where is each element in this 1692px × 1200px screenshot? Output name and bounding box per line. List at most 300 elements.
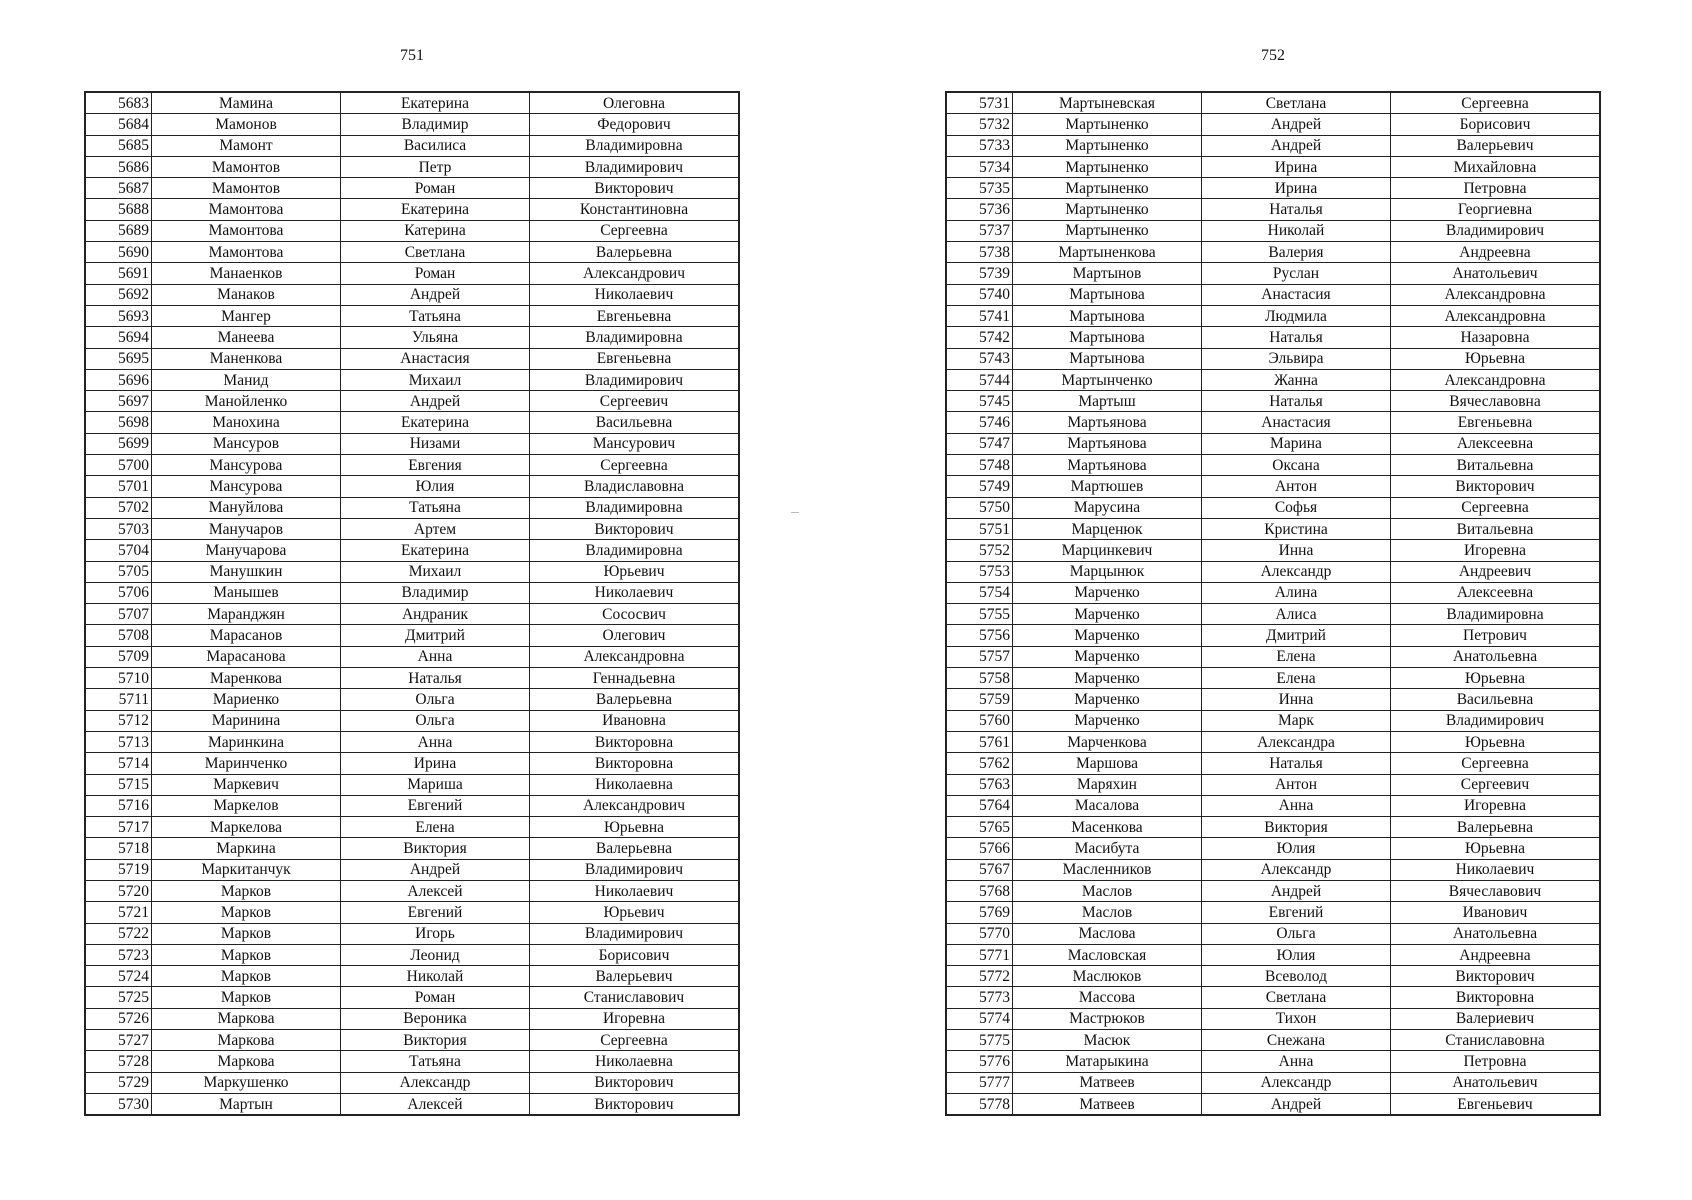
cell-number: 5760 <box>946 710 1013 731</box>
table-row <box>946 348 1600 369</box>
cell-patronymic: Николаевна <box>530 774 740 795</box>
cell-number: 5732 <box>946 114 1013 135</box>
cell-first-name: Анна <box>341 646 530 667</box>
cell-number: 5689 <box>85 220 152 241</box>
cell-last-name: Мамина <box>152 92 341 114</box>
cell-last-name: Маркина <box>152 838 341 859</box>
cell-last-name: Мангер <box>152 305 341 326</box>
cell-number: 5719 <box>85 859 152 880</box>
cell-number: 5691 <box>85 263 152 284</box>
cell-first-name: Ольга <box>341 710 530 731</box>
table-row <box>946 1008 1600 1029</box>
cell-patronymic: Александрович <box>530 263 740 284</box>
cell-last-name: Мануйлова <box>152 497 341 518</box>
cell-number: 5725 <box>85 987 152 1008</box>
table-row <box>946 838 1600 859</box>
cell-patronymic: Викторович <box>1391 966 1601 987</box>
cell-last-name: Марченко <box>1013 604 1202 625</box>
cell-number: 5735 <box>946 178 1013 199</box>
cell-patronymic: Александровна <box>1391 284 1601 305</box>
cell-patronymic: Георгиевна <box>1391 199 1601 220</box>
cell-last-name: Мартьянова <box>1013 433 1202 454</box>
cell-last-name: Мансурова <box>152 476 341 497</box>
cell-number: 5692 <box>85 284 152 305</box>
cell-first-name: Николай <box>341 966 530 987</box>
cell-last-name: Мартынченко <box>1013 369 1202 390</box>
cell-first-name: Анна <box>341 731 530 752</box>
cell-first-name: Михаил <box>341 369 530 390</box>
table-row <box>85 348 739 369</box>
cell-patronymic: Александровна <box>1391 369 1601 390</box>
cell-last-name: Маркова <box>152 1030 341 1051</box>
cell-first-name: Людмила <box>1202 305 1391 326</box>
cell-number: 5767 <box>946 859 1013 880</box>
table-row <box>946 689 1600 710</box>
table-row <box>946 114 1600 135</box>
table-row <box>85 582 739 603</box>
cell-last-name: Мартыненко <box>1013 156 1202 177</box>
cell-patronymic: Сергеевна <box>1391 92 1601 114</box>
cell-first-name: Ирина <box>341 753 530 774</box>
cell-last-name: Мартыненко <box>1013 220 1202 241</box>
cell-number: 5730 <box>85 1093 152 1115</box>
cell-number: 5705 <box>85 561 152 582</box>
table-row <box>946 391 1600 412</box>
cell-patronymic: Назаровна <box>1391 327 1601 348</box>
table-row <box>85 987 739 1008</box>
cell-number: 5765 <box>946 817 1013 838</box>
cell-number: 5739 <box>946 263 1013 284</box>
cell-first-name: Андрей <box>341 859 530 880</box>
cell-first-name: Жанна <box>1202 369 1391 390</box>
cell-number: 5757 <box>946 646 1013 667</box>
cell-first-name: Роман <box>341 263 530 284</box>
cell-first-name: Юлия <box>1202 838 1391 859</box>
table-row <box>85 923 739 944</box>
table-row <box>946 966 1600 987</box>
cell-first-name: Наталья <box>341 668 530 689</box>
table-row <box>85 625 739 646</box>
cell-last-name: Марченко <box>1013 625 1202 646</box>
cell-patronymic: Константиновна <box>530 199 740 220</box>
cell-last-name: Манид <box>152 369 341 390</box>
cell-last-name: Мансуров <box>152 433 341 454</box>
cell-first-name: Елена <box>341 817 530 838</box>
cell-last-name: Мартьянова <box>1013 412 1202 433</box>
cell-patronymic: Николаевич <box>1391 859 1601 880</box>
cell-last-name: Марасанова <box>152 646 341 667</box>
cell-last-name: Масибута <box>1013 838 1202 859</box>
cell-patronymic: Олеговна <box>530 92 740 114</box>
cell-first-name: Андрей <box>1202 114 1391 135</box>
cell-last-name: Марков <box>152 987 341 1008</box>
cell-last-name: Мартын <box>152 1093 341 1115</box>
cell-first-name: Мариша <box>341 774 530 795</box>
cell-patronymic: Юрьевна <box>530 817 740 838</box>
cell-first-name: Екатерина <box>341 412 530 433</box>
table-row <box>85 476 739 497</box>
cell-number: 5755 <box>946 604 1013 625</box>
cell-last-name: Манаенков <box>152 263 341 284</box>
cell-number: 5754 <box>946 582 1013 603</box>
cell-patronymic: Станиславович <box>530 987 740 1008</box>
cell-number: 5708 <box>85 625 152 646</box>
cell-first-name: Светлана <box>341 242 530 263</box>
table-row <box>946 263 1600 284</box>
cell-first-name: Евгений <box>341 795 530 816</box>
cell-patronymic: Викторовна <box>530 731 740 752</box>
table-row <box>946 284 1600 305</box>
cell-number: 5751 <box>946 518 1013 539</box>
cell-first-name: Андрей <box>1202 135 1391 156</box>
cell-first-name: Александр <box>1202 561 1391 582</box>
cell-number: 5699 <box>85 433 152 454</box>
cell-first-name: Низами <box>341 433 530 454</box>
cell-first-name: Инна <box>1202 540 1391 561</box>
cell-patronymic: Витальевна <box>1391 455 1601 476</box>
cell-first-name: Наталья <box>1202 391 1391 412</box>
cell-number: 5710 <box>85 668 152 689</box>
names-table <box>945 91 1601 1116</box>
table-row <box>946 561 1600 582</box>
cell-number: 5738 <box>946 242 1013 263</box>
cell-patronymic: Владимировна <box>530 327 740 348</box>
cell-number: 5733 <box>946 135 1013 156</box>
cell-patronymic: Владимировна <box>530 540 740 561</box>
cell-patronymic: Владимирович <box>530 923 740 944</box>
cell-patronymic: Алексеевна <box>1391 433 1601 454</box>
cell-number: 5721 <box>85 902 152 923</box>
cell-first-name: Роман <box>341 178 530 199</box>
table-row <box>946 859 1600 880</box>
table-row <box>946 604 1600 625</box>
cell-patronymic: Владимирович <box>530 859 740 880</box>
cell-patronymic: Андреевич <box>1391 561 1601 582</box>
cell-patronymic: Владиславовна <box>530 476 740 497</box>
cell-patronymic: Петровна <box>1391 1051 1601 1072</box>
cell-first-name: Артем <box>341 518 530 539</box>
cell-number: 5752 <box>946 540 1013 561</box>
cell-patronymic: Викторович <box>530 1072 740 1093</box>
table-row <box>946 476 1600 497</box>
cell-first-name: Александра <box>1202 731 1391 752</box>
table-row <box>946 795 1600 816</box>
cell-patronymic: Юрьевич <box>530 902 740 923</box>
cell-number: 5723 <box>85 944 152 965</box>
cell-patronymic: Николаевич <box>530 284 740 305</box>
cell-first-name: Светлана <box>1202 92 1391 114</box>
table-row <box>85 518 739 539</box>
cell-number: 5686 <box>85 156 152 177</box>
cell-number: 5713 <box>85 731 152 752</box>
cell-patronymic: Валериевич <box>1391 1008 1601 1029</box>
cell-last-name: Мартыненко <box>1013 178 1202 199</box>
cell-last-name: Маряхин <box>1013 774 1202 795</box>
cell-number: 5778 <box>946 1093 1013 1115</box>
table-row <box>85 199 739 220</box>
cell-number: 5720 <box>85 880 152 901</box>
cell-first-name: Анастасия <box>341 348 530 369</box>
table-row <box>85 710 739 731</box>
names-table-body <box>946 92 1600 1115</box>
cell-last-name: Маркелова <box>152 817 341 838</box>
cell-number: 5729 <box>85 1072 152 1093</box>
table-row <box>946 646 1600 667</box>
table-row <box>85 838 739 859</box>
cell-first-name: Виктория <box>341 838 530 859</box>
cell-number: 5726 <box>85 1008 152 1029</box>
cell-last-name: Манышев <box>152 582 341 603</box>
cell-number: 5684 <box>85 114 152 135</box>
cell-first-name: Владимир <box>341 582 530 603</box>
cell-number: 5746 <box>946 412 1013 433</box>
cell-last-name: Матвеев <box>1013 1072 1202 1093</box>
cell-number: 5766 <box>946 838 1013 859</box>
cell-first-name: Владимир <box>341 114 530 135</box>
cell-last-name: Мартынова <box>1013 284 1202 305</box>
cell-first-name: Екатерина <box>341 92 530 114</box>
cell-number: 5709 <box>85 646 152 667</box>
table-row <box>85 753 739 774</box>
cell-first-name: Ольга <box>341 689 530 710</box>
table-row <box>946 668 1600 689</box>
cell-number: 5687 <box>85 178 152 199</box>
cell-number: 5777 <box>946 1072 1013 1093</box>
table-row <box>85 944 739 965</box>
table-row <box>946 540 1600 561</box>
cell-patronymic: Евгеньевна <box>530 305 740 326</box>
cell-patronymic: Борисович <box>1391 114 1601 135</box>
table-row <box>946 305 1600 326</box>
cell-number: 5774 <box>946 1008 1013 1029</box>
cell-last-name: Мамонтова <box>152 220 341 241</box>
cell-number: 5701 <box>85 476 152 497</box>
cell-number: 5707 <box>85 604 152 625</box>
cell-patronymic: Викторовна <box>530 753 740 774</box>
table-row <box>85 455 739 476</box>
cell-number: 5771 <box>946 944 1013 965</box>
cell-first-name: Виктория <box>341 1030 530 1051</box>
cell-patronymic: Вячеславович <box>1391 880 1601 901</box>
cell-last-name: Матвеев <box>1013 1093 1202 1115</box>
cell-last-name: Марцынюк <box>1013 561 1202 582</box>
cell-last-name: Маслова <box>1013 923 1202 944</box>
cell-last-name: Манучаров <box>152 518 341 539</box>
cell-patronymic: Валерьевич <box>1391 135 1601 156</box>
cell-number: 5740 <box>946 284 1013 305</box>
cell-number: 5737 <box>946 220 1013 241</box>
table-row <box>85 1093 739 1115</box>
table-row <box>946 518 1600 539</box>
cell-number: 5775 <box>946 1030 1013 1051</box>
cell-number: 5731 <box>946 92 1013 114</box>
table-row <box>85 135 739 156</box>
table-row <box>85 242 739 263</box>
cell-patronymic: Вячеславовна <box>1391 391 1601 412</box>
cell-number: 5761 <box>946 731 1013 752</box>
cell-number: 5712 <box>85 710 152 731</box>
cell-patronymic: Петрович <box>1391 625 1601 646</box>
cell-patronymic: Викторович <box>530 1093 740 1115</box>
cell-patronymic: Викторович <box>1391 476 1601 497</box>
table-row <box>946 412 1600 433</box>
cell-number: 5776 <box>946 1051 1013 1072</box>
cell-first-name: Алиса <box>1202 604 1391 625</box>
table-row <box>85 859 739 880</box>
cell-last-name: Массова <box>1013 987 1202 1008</box>
cell-patronymic: Валерьевна <box>530 242 740 263</box>
cell-first-name: Евгения <box>341 455 530 476</box>
cell-patronymic: Анатольевна <box>1391 646 1601 667</box>
cell-first-name: Алексей <box>341 1093 530 1115</box>
cell-last-name: Маркушенко <box>152 1072 341 1093</box>
cell-patronymic: Петровна <box>1391 178 1601 199</box>
cell-patronymic: Сергеевна <box>1391 497 1601 518</box>
cell-first-name: Елена <box>1202 646 1391 667</box>
table-row <box>946 817 1600 838</box>
cell-first-name: Руслан <box>1202 263 1391 284</box>
cell-number: 5745 <box>946 391 1013 412</box>
cell-patronymic: Николаевич <box>530 582 740 603</box>
cell-last-name: Марченко <box>1013 646 1202 667</box>
table-row <box>85 263 739 284</box>
cell-number: 5711 <box>85 689 152 710</box>
table-row <box>946 582 1600 603</box>
cell-last-name: Мамонтова <box>152 242 341 263</box>
cell-patronymic: Андреевна <box>1391 944 1601 965</box>
cell-last-name: Мамонтова <box>152 199 341 220</box>
table-row <box>946 242 1600 263</box>
cell-last-name: Мартыш <box>1013 391 1202 412</box>
cell-patronymic: Анатольевна <box>1391 923 1601 944</box>
cell-last-name: Масловская <box>1013 944 1202 965</box>
table-row <box>946 497 1600 518</box>
cell-last-name: Марков <box>152 902 341 923</box>
cell-number: 5694 <box>85 327 152 348</box>
cell-patronymic: Андреевна <box>1391 242 1601 263</box>
cell-first-name: Тихон <box>1202 1008 1391 1029</box>
cell-first-name: Анастасия <box>1202 284 1391 305</box>
cell-first-name: Наталья <box>1202 199 1391 220</box>
table-row <box>946 455 1600 476</box>
cell-first-name: Наталья <box>1202 753 1391 774</box>
cell-patronymic: Станиславовна <box>1391 1030 1601 1051</box>
cell-number: 5736 <box>946 199 1013 220</box>
table-row <box>946 1093 1600 1115</box>
cell-first-name: Игорь <box>341 923 530 944</box>
table-row <box>946 731 1600 752</box>
cell-last-name: Маслов <box>1013 902 1202 923</box>
table-row <box>85 497 739 518</box>
table-row <box>946 1072 1600 1093</box>
cell-last-name: Мартыневская <box>1013 92 1202 114</box>
page-number: 752 <box>1261 47 1285 64</box>
table-row <box>946 880 1600 901</box>
cell-patronymic: Юрьевна <box>1391 348 1601 369</box>
cell-last-name: Масленников <box>1013 859 1202 880</box>
cell-last-name: Маринина <box>152 710 341 731</box>
table-row <box>85 1008 739 1029</box>
table-row <box>946 433 1600 454</box>
cell-last-name: Маненкова <box>152 348 341 369</box>
table-row <box>85 902 739 923</box>
cell-last-name: Марченко <box>1013 668 1202 689</box>
cell-first-name: Марина <box>1202 433 1391 454</box>
cell-number: 5717 <box>85 817 152 838</box>
table-row <box>946 710 1600 731</box>
cell-number: 5750 <box>946 497 1013 518</box>
cell-last-name: Мартыненко <box>1013 135 1202 156</box>
cell-last-name: Маранджян <box>152 604 341 625</box>
table-row <box>85 114 739 135</box>
cell-patronymic: Владимирович <box>1391 220 1601 241</box>
cell-first-name: Ирина <box>1202 178 1391 199</box>
cell-last-name: Маслов <box>1013 880 1202 901</box>
cell-patronymic: Иванович <box>1391 902 1601 923</box>
cell-last-name: Маринкина <box>152 731 341 752</box>
cell-number: 5768 <box>946 880 1013 901</box>
cell-patronymic: Юрьевич <box>530 561 740 582</box>
cell-patronymic: Викторович <box>530 178 740 199</box>
cell-last-name: Маслюков <box>1013 966 1202 987</box>
cell-last-name: Маркелов <box>152 795 341 816</box>
cell-first-name: Юлия <box>1202 944 1391 965</box>
cell-patronymic: Сергеевич <box>530 391 740 412</box>
cell-patronymic: Викторович <box>530 518 740 539</box>
cell-first-name: Вероника <box>341 1008 530 1029</box>
cell-last-name: Маркитанчук <box>152 859 341 880</box>
cell-patronymic: Олегович <box>530 625 740 646</box>
table-row <box>85 391 739 412</box>
table-row <box>85 731 739 752</box>
cell-patronymic: Евгеньевна <box>530 348 740 369</box>
cell-number: 5728 <box>85 1051 152 1072</box>
cell-last-name: Мартюшев <box>1013 476 1202 497</box>
cell-first-name: Евгений <box>341 902 530 923</box>
table-row <box>946 902 1600 923</box>
cell-patronymic: Юрьевна <box>1391 838 1601 859</box>
cell-number: 5722 <box>85 923 152 944</box>
cell-number: 5688 <box>85 199 152 220</box>
cell-patronymic: Валерьевна <box>530 689 740 710</box>
cell-patronymic: Игоревна <box>1391 540 1601 561</box>
cell-number: 5727 <box>85 1030 152 1051</box>
table-row <box>85 540 739 561</box>
cell-last-name: Мамонтов <box>152 178 341 199</box>
cell-last-name: Маршова <box>1013 753 1202 774</box>
cell-number: 5693 <box>85 305 152 326</box>
cell-last-name: Маренкова <box>152 668 341 689</box>
cell-first-name: Антон <box>1202 774 1391 795</box>
table-row <box>946 156 1600 177</box>
cell-last-name: Марценюк <box>1013 518 1202 539</box>
cell-first-name: Екатерина <box>341 540 530 561</box>
table-row <box>85 880 739 901</box>
table-row <box>946 92 1600 114</box>
table-row <box>85 1030 739 1051</box>
cell-last-name: Манучарова <box>152 540 341 561</box>
cell-patronymic: Сергеевна <box>530 1030 740 1051</box>
cell-last-name: Мартыненкова <box>1013 242 1202 263</box>
table-row <box>85 668 739 689</box>
cell-last-name: Марченко <box>1013 582 1202 603</box>
cell-last-name: Манохина <box>152 412 341 433</box>
cell-last-name: Марков <box>152 944 341 965</box>
cell-first-name: Андраник <box>341 604 530 625</box>
table-row <box>946 327 1600 348</box>
cell-last-name: Маркова <box>152 1051 341 1072</box>
cell-patronymic: Витальевна <box>1391 518 1601 539</box>
